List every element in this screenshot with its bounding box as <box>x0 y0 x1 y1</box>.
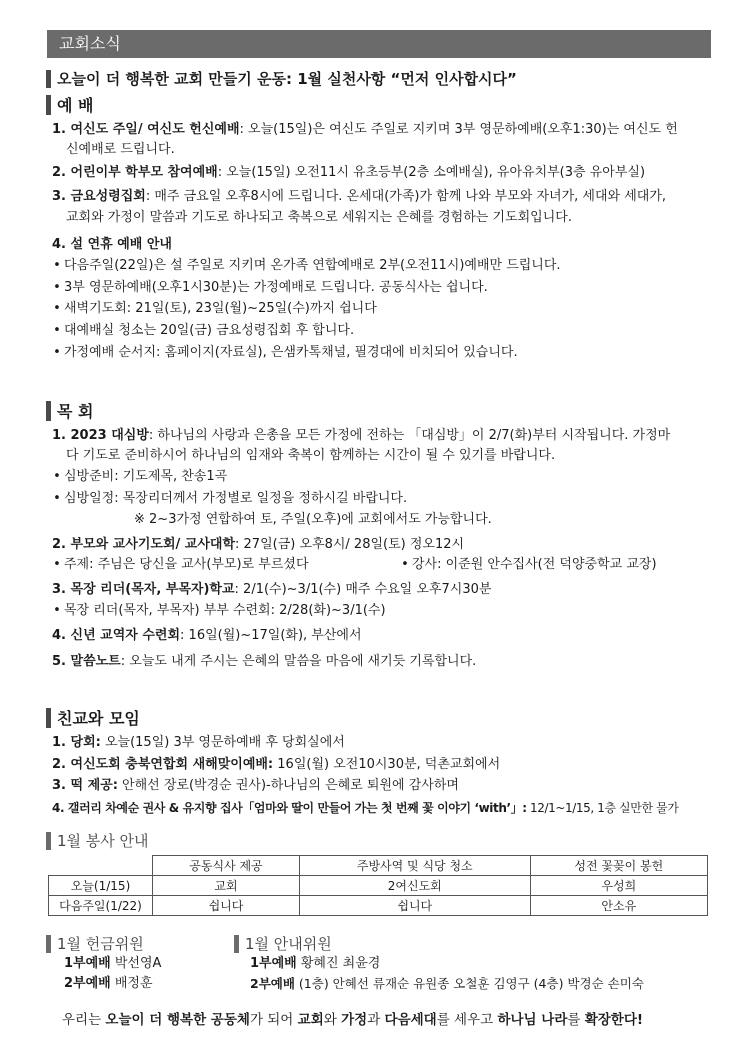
service-heading <box>46 830 149 851</box>
table-row <box>49 876 708 896</box>
item-text: : 2/1(수)~3/1(수) 매주 수요일 오후7시30분 <box>234 582 492 597</box>
fellowship-heading-text: 친교와 모임 <box>57 709 140 728</box>
usher-row-1: 1부예배 황혜진 최윤경 <box>250 956 381 971</box>
item-text: : 하나님의 사랑과 은총을 모든 가정에 전하는 「대심방」이 2/7(화)부터 시작됩니다. 가정마 <box>148 428 671 443</box>
item-title: 2. 부모와 교사기도회/ 교사대학 <box>52 537 236 552</box>
table-header-row <box>49 856 708 876</box>
pastoral-heading <box>46 399 93 422</box>
item-text: 안해선 장로(박경순 권사)-하나님의 은혜로 퇴원에 감사하며 <box>117 778 459 793</box>
table-cell: 안소유 <box>530 896 707 916</box>
heading-bar <box>46 832 51 850</box>
item-title: 4. 신년 교역자 수련회 <box>52 628 181 643</box>
list-item: • 목장 리더(목자, 부목자) 부부 수련회: 2/28(화)~3/1(수) <box>53 603 386 618</box>
service-heading-text: 1월 봉사 안내 <box>57 832 149 850</box>
worship-item-1 <box>52 120 678 140</box>
usher-row-2: 2부예배 (1층) 안혜선 류재순 유원종 오철훈 김영구 (4층) 박경순 손미숙 <box>250 976 644 991</box>
motto-heading <box>46 68 517 89</box>
usher-heading-text: 1월 안내위원 <box>245 935 332 953</box>
worship-item-1-cont: 신예배로 드립니다. <box>66 142 175 157</box>
pastoral-item-5 <box>52 652 476 672</box>
table-corner-cell <box>49 856 153 876</box>
heading-bar <box>46 95 51 115</box>
list-item: • 주제: 주님은 당신을 교사(부모)로 부르셨다 <box>53 557 309 572</box>
heading-bar <box>46 70 51 88</box>
item-title: 3. 금요성령집회 <box>52 189 146 204</box>
offering-heading <box>46 933 144 954</box>
fellowship-item-1 <box>52 733 345 753</box>
worship-heading <box>46 93 93 116</box>
list-item: • 심방일정: 목장리더께서 가정별로 일정을 정하시길 바랍니다. <box>53 491 408 506</box>
table-cell: 교회 <box>153 876 300 896</box>
fellowship-item-4 <box>52 798 678 818</box>
worship-item-2 <box>52 163 645 183</box>
fellowship-item-3 <box>52 776 459 796</box>
table-cell: 우성희 <box>530 876 707 896</box>
table-row-label: 다음주일(1/22) <box>49 896 153 916</box>
offering-row-1: 1부예배 박선영A <box>64 956 162 971</box>
pastoral-item-2 <box>52 535 464 555</box>
heading-bar <box>46 401 51 421</box>
item-text: 16일(월) 오전10시30분, 덕촌교회에서 <box>273 757 501 772</box>
item-title: 3. 떡 제공: <box>52 778 118 793</box>
list-item: • 가정예배 순서지: 홈페이지(자료실), 은샘카톡채널, 필경대에 비치되어 있습니다. <box>53 345 518 360</box>
item-title: 4. 갤러리 차예순 권사 & 유지향 집사「엄마와 딸이 만들어 가는 첫 번째 꽃 이야기 ‘with’」: <box>52 801 527 815</box>
offering-row-2: 2부예배 배정훈 <box>64 976 153 991</box>
table-cell: 쉽니다 <box>299 896 530 916</box>
list-item: • 강사: 이준원 안수집사(전 덕양중학교 교장) <box>401 557 657 572</box>
worship-item-3-cont: 교회와 가정이 말씀과 기도로 하나되고 축복으로 세워지는 은혜를 경험하는 기도회입니다. <box>66 210 572 225</box>
item-text: 오늘(15일) 3부 영문하예배 후 당회실에서 <box>100 735 345 750</box>
worship-item-3 <box>52 187 666 207</box>
item-title: 3. 목장 리더(목자, 부목자)학교 <box>52 582 235 597</box>
heading-bar <box>234 935 239 953</box>
table-cell: 2여신도회 <box>299 876 530 896</box>
item-title: 1. 여신도 주일/ 여신도 헌신예배 <box>52 122 240 137</box>
motto-text: 오늘이 더 행복한 교회 만들기 운동: 1월 실천사항 “먼저 인사합시다” <box>57 70 517 88</box>
list-item: • 3부 영문하예배(오후1시30분)는 가정예배로 드립니다. 공동식사는 쉽니다. <box>53 280 488 295</box>
list-item: • 심방준비: 기도제목, 찬송1곡 <box>53 469 228 484</box>
pastoral-item-1 <box>52 426 670 446</box>
item-title: 4. 설 연휴 예배 안내 <box>52 237 172 252</box>
heading-bar <box>46 935 51 953</box>
worship-item-4 <box>52 235 172 255</box>
item-title: 1. 2023 대심방 <box>52 428 149 443</box>
footer-motto: 우리는 오늘이 더 행복한 공동체가 되어 교회와 가정과 다음세대를 세우고 하나님 나라를 확장한다! <box>62 1012 644 1028</box>
item-title: 1. 당회: <box>52 735 101 750</box>
list-item: • 새벽기도회: 21일(토), 23일(월)~25일(수)까지 쉽니다 <box>53 301 377 316</box>
item-text: 12/1~1/15, 1층 실만한 물가 <box>526 801 679 815</box>
item-text: : 매주 금요일 오후8시에 드립니다. 온세대(가족)가 함께 나와 부모와 자녀가, 세대와 세대가, <box>145 189 667 204</box>
item-title: 2. 어린이부 학부모 참여예배 <box>52 165 218 180</box>
table-header-cell: 공동식사 제공 <box>153 856 300 876</box>
item-title: 2. 여신도회 충북연합회 새해맞이예배: <box>52 757 274 772</box>
table-row <box>49 896 708 916</box>
item-text: : 오늘(15일) 오전11시 유초등부(2층 소예배실), 유아유치부(3층 유아부실) <box>217 165 646 180</box>
item-text: : 오늘(15일)은 여신도 주일로 지키며 3부 영문하예배(오후1:30)는 여신도 헌 <box>239 122 678 137</box>
table-header-cell: 성전 꽃꽂이 봉헌 <box>530 856 707 876</box>
usher-heading <box>234 933 332 954</box>
pastoral-heading-text: 목 회 <box>57 402 94 421</box>
list-item: • 다음주일(22일)은 설 주일로 지키며 온가족 연합예배로 2부(오전11시)예배만 드립니다. <box>53 258 561 273</box>
note-text: ※ 2~3가정 연합하여 토, 주일(오후)에 교회에서도 가능합니다. <box>134 512 492 527</box>
heading-bar <box>46 708 51 728</box>
offering-heading-text: 1월 헌금위원 <box>57 935 144 953</box>
item-text: : 16일(월)~17일(화), 부산에서 <box>180 628 362 643</box>
item-title: 5. 말씀노트 <box>52 654 121 669</box>
fellowship-heading <box>46 706 140 729</box>
pastoral-item-4 <box>52 626 362 646</box>
list-item: • 대예배실 청소는 20일(금) 금요성령집회 후 합니다. <box>53 323 355 338</box>
table-cell: 쉽니다 <box>153 896 300 916</box>
item-text: : 오늘도 내게 주시는 은혜의 말씀을 마음에 새기듯 기록합니다. <box>120 654 477 669</box>
worship-heading-text: 예 배 <box>57 96 94 115</box>
table-header-cell: 주방사역 및 식당 청소 <box>299 856 530 876</box>
item-text: : 27일(금) 오후8시/ 28일(토) 정오12시 <box>235 537 465 552</box>
table-row-label: 오늘(1/15) <box>49 876 153 896</box>
service-table <box>48 855 708 916</box>
section-banner: 교회소식 <box>47 30 711 58</box>
pastoral-item-1-cont: 다 기도로 준비하시어 하나님의 임재와 축복이 함께하는 시간이 될 수 있기를 바랍니다. <box>66 448 556 463</box>
fellowship-item-2 <box>52 755 500 775</box>
pastoral-item-3 <box>52 580 491 600</box>
